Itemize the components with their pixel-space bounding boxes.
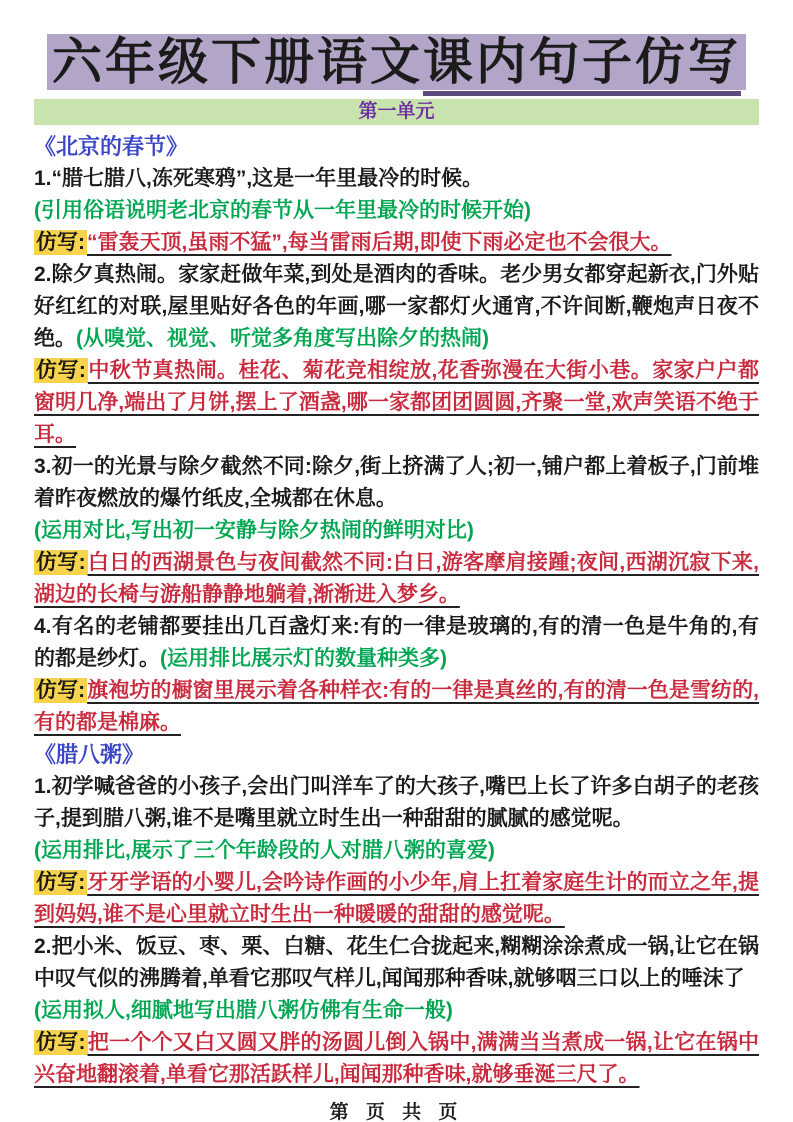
imitation-sentence — [34, 355, 759, 451]
fangxie-label: 仿写: — [36, 871, 86, 894]
unit-banner: 第一单元 — [34, 99, 759, 125]
page-title-plain-part: 六年级下册语文 — [52, 34, 423, 90]
page-footer: 第 页 共 页 — [329, 1102, 464, 1122]
imitation-text: 把一个个又白又圆又胖的汤圆儿倒入锅中,满满当当煮成一锅,让它在锅中兴奋地翻滚着,单看它那活跃样儿,闻闻那种香味,就够垂涎三尺了。 — [34, 1031, 759, 1086]
analysis-note: (运用排比展示灯的数量种类多) — [160, 647, 447, 670]
source-text: 4.有名的老铺都要挂出几百盏灯来:有的一律是玻璃的,有的清一色是牛角的,有的都是纱灯。 — [34, 615, 759, 670]
imitation-text: 白日的西湖景色与夜间截然不同:白日,游客摩肩接踵;夜间,西湖沉寂下来,湖边的长椅与游船静静地躺着,渐渐进入梦乡。 — [34, 551, 759, 606]
imitation-text: “雷轰天顶,虽雨不猛”,每当雷雨后期,即使下雨必定也不会很大。 — [87, 231, 672, 254]
analysis-note: (运用排比,展示了三个年龄段的人对腊八粥的喜爱) — [34, 839, 495, 862]
imitation-sentence — [34, 867, 759, 931]
imitation-sentence — [34, 1027, 759, 1091]
fangxie-label: 仿写: — [36, 551, 86, 574]
title-block — [34, 34, 759, 90]
fangxie-label: 仿写: — [36, 679, 86, 702]
fangxie-label: 仿写: — [36, 231, 85, 254]
source-text: 2.除夕真热闹。家家赶做年菜,到处是酒肉的香味。老少男女都穿起新衣,门外贴好红红的对联,屋里贴好各色的年画,哪一家都灯火通宵,不许间断,鞭炮声日夜不绝。 — [34, 263, 759, 350]
source-sentence — [34, 259, 759, 355]
imitation-text: 中秋节真热闹。桂花、菊花竞相绽放,花香弥漫在大街小巷。家家户户都窗明几净,端出了月饼,摆上了酒盏,哪一家都团团圆圆,齐聚一堂,欢声笑语不绝于耳。 — [34, 359, 759, 446]
section-heading: 《北京的春节》 — [34, 134, 189, 159]
section-heading: 《腊八粥》 — [34, 742, 145, 767]
source-sentence: 1.初学喊爸爸的小孩子,会出门叫洋车了的大孩子,嘴巴上长了许多白胡子的老孩子,提到腊八粥,谁不是嘴里就立时生出一种甜甜的腻腻的感觉呢。 — [34, 775, 759, 830]
imitation-text: 牙牙学语的小婴儿,会吟诗作画的小少年,肩上扛着家庭生计的而立之年,提到妈妈,谁不是心里就立时生出一种暖暖的甜甜的感觉呢。 — [34, 871, 759, 926]
analysis-note: (从嗅觉、视觉、听觉多角度写出除夕的热闹) — [76, 327, 489, 350]
imitation-sentence — [34, 547, 759, 611]
source-sentence: 3.初一的光景与除夕截然不同:除夕,街上挤满了人;初一,铺户都上着板子,门前堆着昨夜燃放的爆竹纸皮,全城都在休息。 — [34, 455, 759, 510]
source-sentence — [34, 611, 759, 675]
worksheet-content — [34, 131, 759, 1091]
analysis-note: (引用俗语说明老北京的春节从一年里最冷的时候开始) — [34, 199, 531, 222]
analysis-note: (运用对比,写出初一安静与除夕热闹的鲜明对比) — [34, 519, 474, 542]
source-sentence: 1.“腊七腊八,冻死寒鸦”,这是一年里最冷的时候。 — [34, 167, 484, 190]
imitation-sentence — [34, 675, 759, 739]
page-title — [47, 34, 746, 90]
fangxie-label: 仿写: — [36, 1031, 86, 1054]
page-title-underlined-part: 课内句子仿写 — [423, 34, 741, 96]
fangxie-label: 仿写: — [36, 359, 86, 382]
source-sentence: 2.把小米、饭豆、枣、栗、白糖、花生仁合拢起来,糊糊涂涂煮成一锅,让它在锅中叹气似的沸腾着,单看它那叹气样儿,闻闻那种香味,就够咽三口以上的唾沫了 — [34, 935, 759, 990]
analysis-note: (运用拟人,细腻地写出腊八粥仿佛有生命一般) — [34, 999, 453, 1022]
imitation-sentence — [34, 227, 759, 259]
imitation-text: 旗袍坊的橱窗里展示着各种样衣:有的一律是真丝的,有的清一色是雪纺的,有的都是棉麻。 — [34, 679, 759, 734]
